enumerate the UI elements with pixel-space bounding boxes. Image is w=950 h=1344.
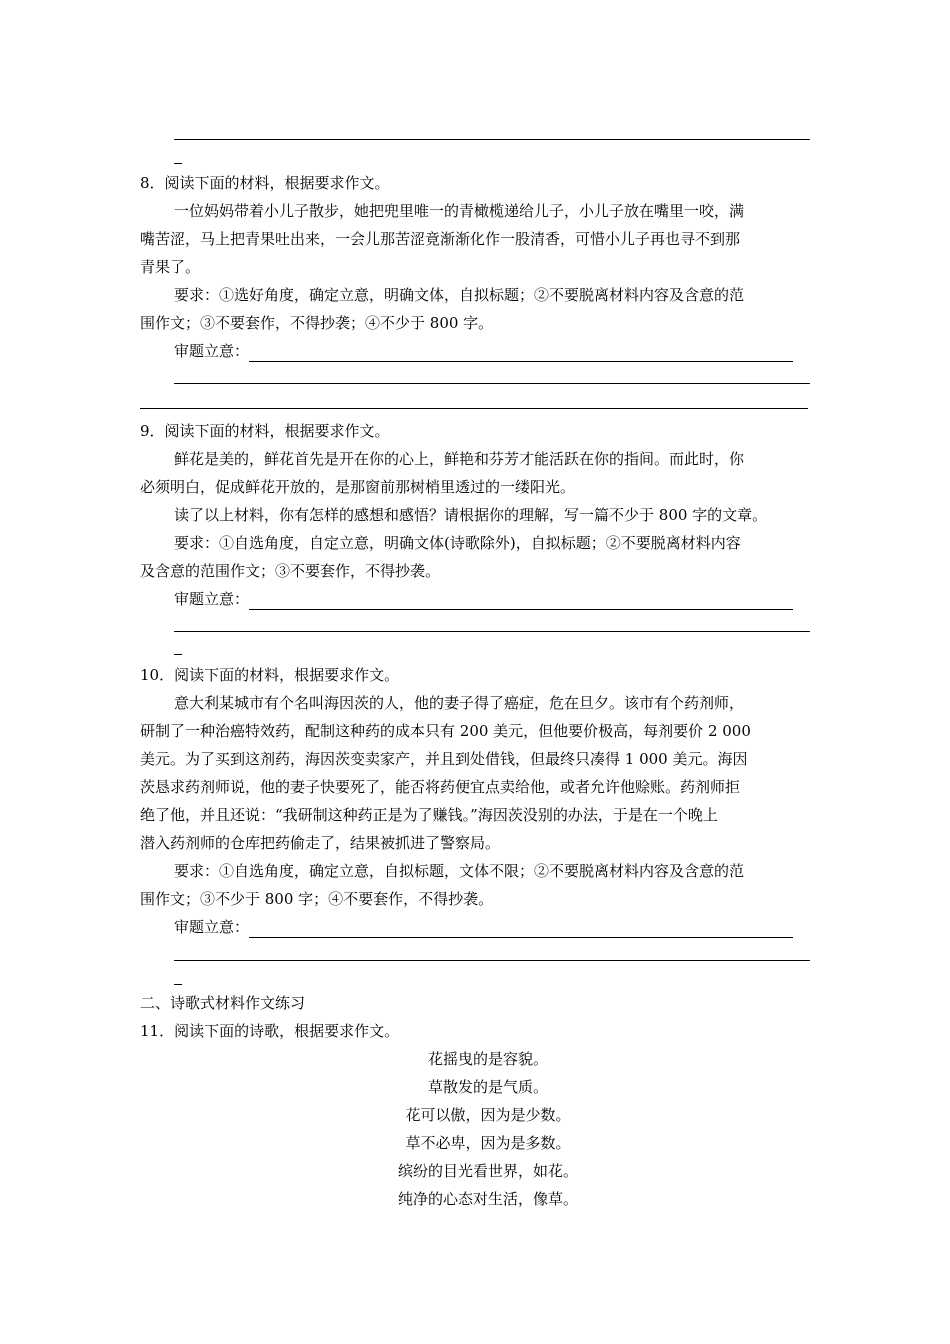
q9-answer-line[interactable] — [174, 631, 810, 632]
q8-requirement-line: 要求：①选好角度，确定立意，明确文体，自拟标题；②不要脱离材料内容及含意的范 — [174, 286, 745, 304]
q9-material-line: 鲜花是美的，鲜花首先是开在你的心上，鲜艳和芬芳才能活跃在你的指间。而此时，你 — [174, 450, 745, 468]
q8-shenti-input-line[interactable] — [249, 345, 793, 362]
q9-material-line: 必须明白，促成鲜花开放的，是那窗前那树梢里透过的一缕阳光。 — [140, 478, 576, 496]
q9-material-line: 读了以上材料，你有怎样的感想和感悟？请根据你的理解，写一篇不少于 800 字的文章。 — [174, 506, 768, 524]
q10-requirement-line: 围作文；③不少于 800 字；④不要套作，不得抄袭。 — [140, 890, 494, 908]
poem-line: 草散发的是气质。 — [427, 1078, 548, 1096]
q8-material-line: 青果了。 — [140, 258, 201, 276]
poem-line: 缤纷的目光看世界，如花。 — [397, 1162, 578, 1180]
q9-answer-line-end — [174, 654, 182, 655]
shenti-label: 审题立意： — [174, 342, 250, 360]
q8-requirement-line: 围作文；③不要套作，不得抄袭；④不少于 800 字。 — [140, 314, 494, 332]
q8-answer-line[interactable] — [174, 383, 810, 384]
poem-line: 花摇曳的是容貌。 — [427, 1050, 548, 1068]
q10-material-line: 茨恳求药剂师说，他的妻子快要死了，能否将药便宜点卖给他，或者允许他赊账。药剂师拒 — [140, 778, 741, 796]
q8-shenti-label — [174, 340, 793, 362]
q10-requirement-line: 要求：①自选角度，确定立意，自拟标题，文体不限；②不要脱离材料内容及含意的范 — [174, 862, 745, 880]
q10-shenti-input-line[interactable] — [249, 921, 793, 938]
q10-answer-line-end — [174, 984, 182, 985]
q8-answer-line[interactable] — [140, 408, 808, 409]
answer-line[interactable] — [174, 139, 810, 140]
poem-line: 花可以傲，因为是少数。 — [405, 1106, 571, 1124]
q10-material-line: 绝了他，并且还说：“我研制这种药正是为了赚钱。”海因茨没别的办法，于是在一个晚上 — [140, 806, 718, 824]
q10-answer-line[interactable] — [174, 960, 810, 961]
q8-material-line: 一位妈妈带着小儿子散步，她把兜里唯一的青橄榄递给儿子，小儿子放在嘴里一咬，满 — [174, 202, 745, 220]
poem-line: 草不必卑，因为是多数。 — [405, 1134, 571, 1152]
answer-line-end — [174, 163, 182, 164]
q10-material-line: 意大利某城市有个名叫海因茨的人，他的妻子得了癌症，危在旦夕。该市有个药剂师， — [174, 694, 745, 712]
q9-shenti-input-line[interactable] — [249, 593, 793, 610]
shenti-label: 审题立意： — [174, 590, 250, 608]
q8-material-line: 嘴苦涩，马上把青果吐出来，一会儿那苦涩竟渐渐化作一股清香，可惜小儿子再也寻不到那 — [140, 230, 741, 248]
section-title: 二、诗歌式材料作文练习 — [140, 994, 306, 1012]
q9-shenti-label — [174, 588, 793, 610]
poem-line: 纯净的心态对生活，像草。 — [397, 1190, 578, 1208]
q11-heading: 11．阅读下面的诗歌，根据要求作文。 — [140, 1022, 400, 1040]
q10-material-line: 研制了一种治癌特效药，配制这种药的成本只有 200 美元，但他要价极高，每剂要价 2 000 — [140, 722, 751, 740]
q9-heading: 9．阅读下面的材料，根据要求作文。 — [140, 422, 390, 440]
q10-shenti-label — [174, 916, 793, 938]
q10-material-line: 潜入药剂师的仓库把药偷走了，结果被抓进了警察局。 — [140, 834, 501, 852]
q9-requirement-line: 要求：①自选角度，自定立意，明确文体(诗歌除外)，自拟标题；②不要脱离材料内容 — [174, 534, 741, 552]
shenti-label: 审题立意： — [174, 918, 250, 936]
q8-heading: 8．阅读下面的材料，根据要求作文。 — [140, 174, 390, 192]
q10-material-line: 美元。为了买到这剂药，海因茨变卖家产，并且到处借钱，但最终只凑得 1 000 美元。海因 — [140, 750, 748, 768]
q9-requirement-line: 及含意的范围作文；③不要套作，不得抄袭。 — [140, 562, 441, 580]
q10-heading: 10．阅读下面的材料，根据要求作文。 — [140, 666, 400, 684]
